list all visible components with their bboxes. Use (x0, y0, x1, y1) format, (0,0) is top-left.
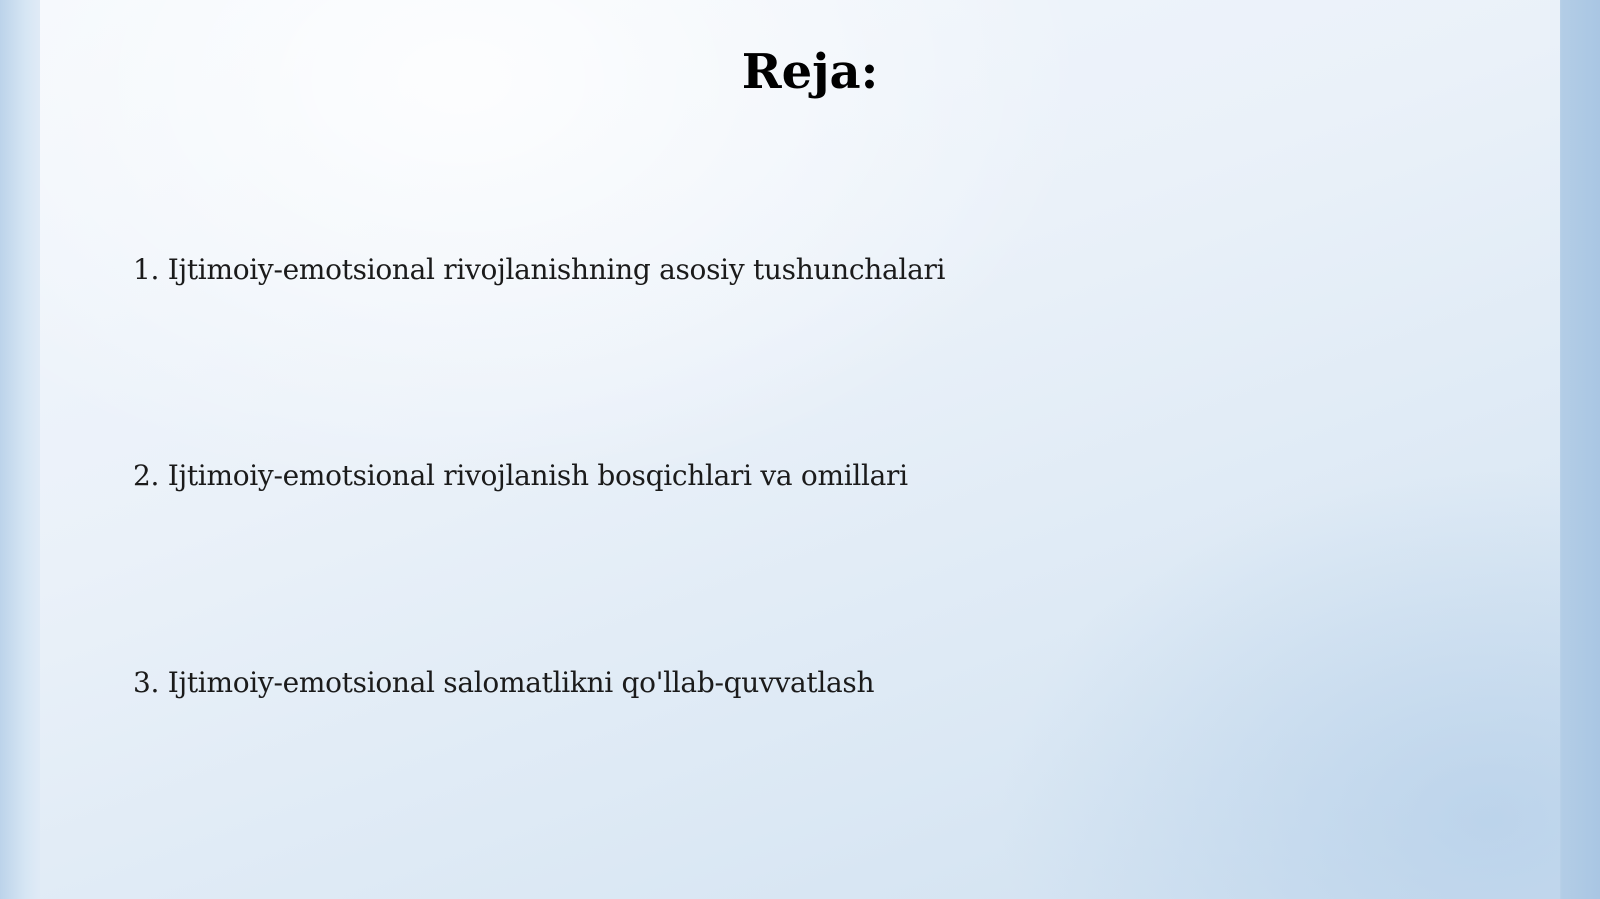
slide-title: Reja: (741, 44, 879, 100)
slide (40, 0, 1560, 899)
plan-item-1: 1. Ijtimoiy-emotsional rivojlanishning asosiy tushunchalari (133, 253, 946, 286)
plan-item-2: 2. Ijtimoiy-emotsional rivojlanish bosqichlari va omillari (133, 459, 908, 492)
plan-item-3: 3. Ijtimoiy-emotsional salomatlikni qo'llab-quvvatlash (133, 666, 875, 699)
